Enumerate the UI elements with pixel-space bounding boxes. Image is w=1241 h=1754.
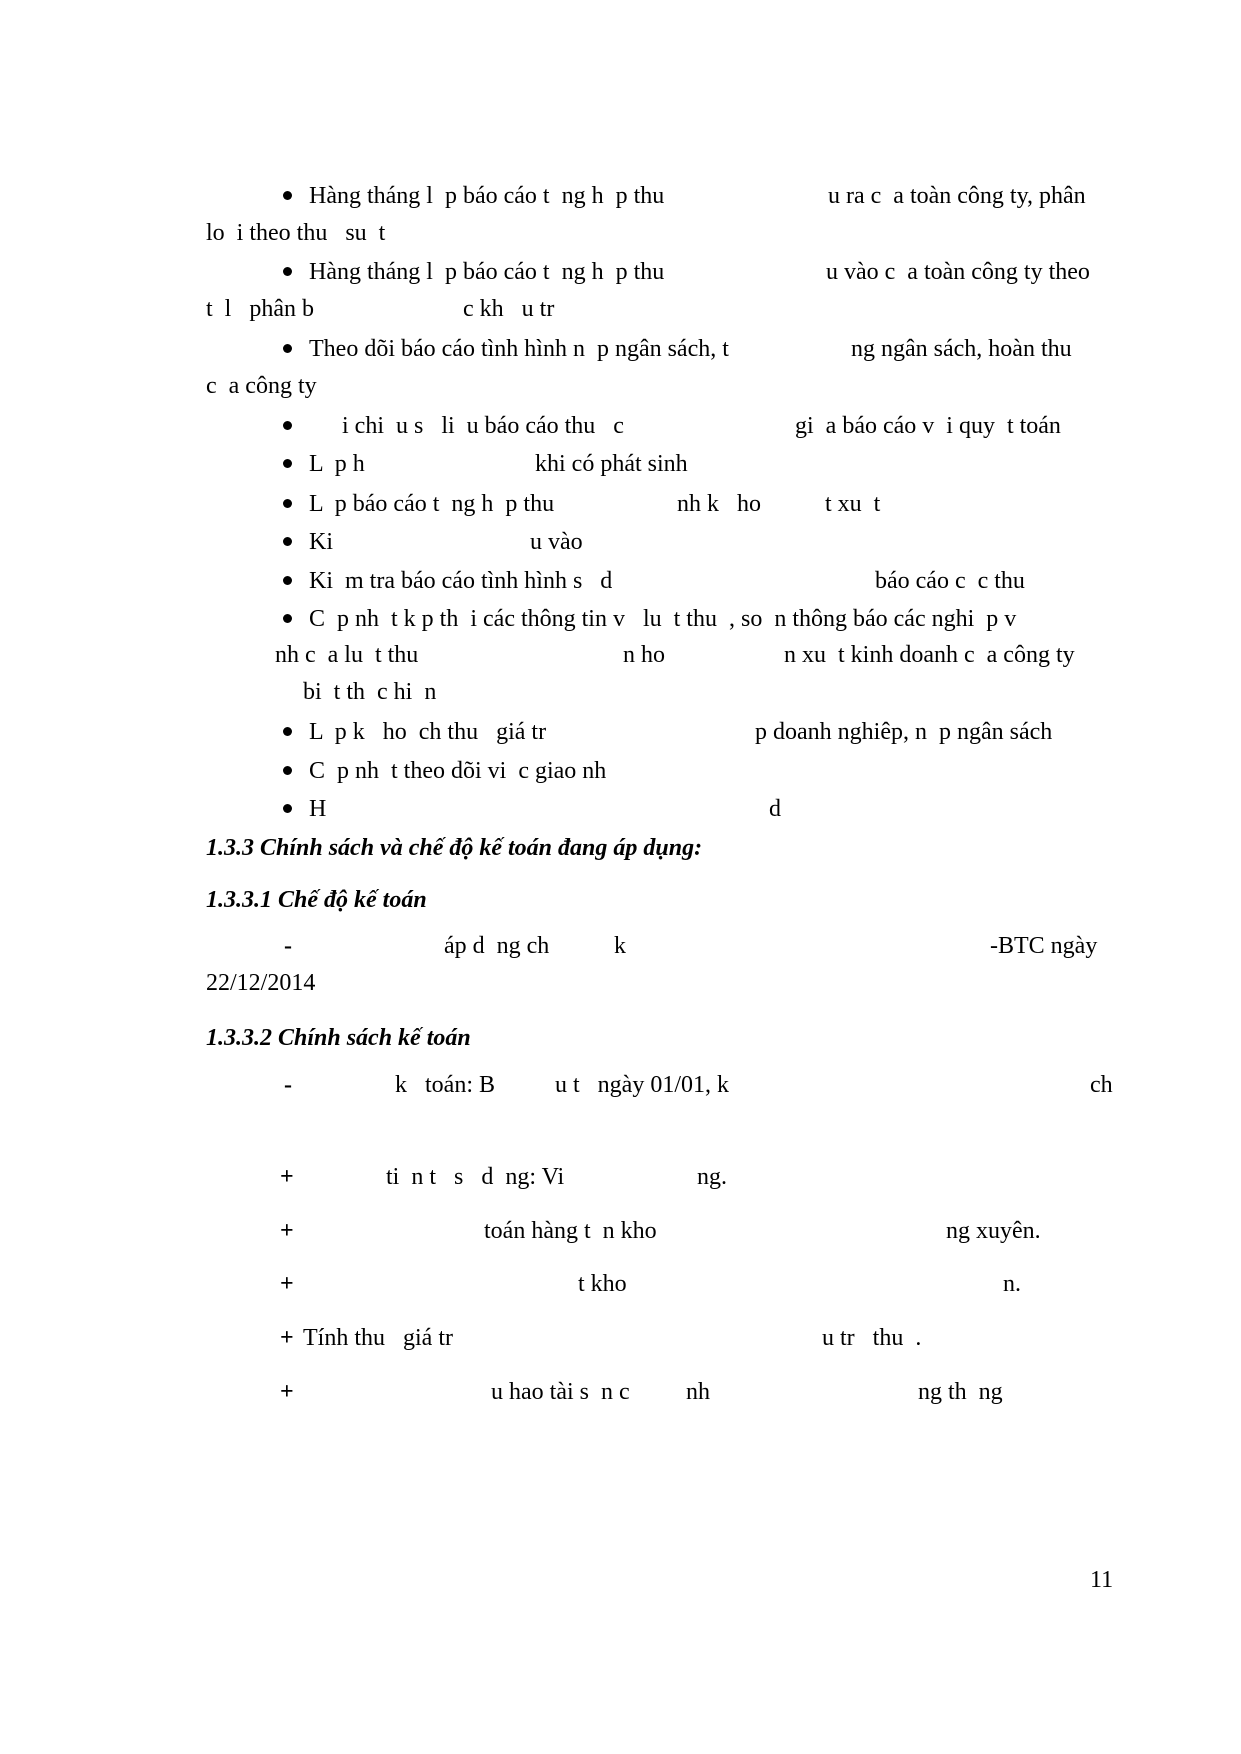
bullet-1-text-b: u ra c a toàn công ty, phân bbox=[828, 183, 1086, 209]
dash-marker: - bbox=[284, 933, 292, 959]
section-heading-1-3-3-1: 1.3.3.1 Chế độ kế toán bbox=[206, 887, 427, 913]
bullet-marker bbox=[283, 766, 292, 775]
bullet-1-continuation: lo i theo thu su t bbox=[206, 220, 386, 246]
plus-marker: + bbox=[280, 1379, 294, 1405]
plus-4-text-a: Tính thu giá tr bbox=[303, 1325, 453, 1351]
regime-text-c: -BTC ngày bbox=[990, 933, 1098, 959]
bullet-marker bbox=[283, 459, 292, 468]
bullet-marker bbox=[283, 421, 292, 430]
policy-text-c: ch bbox=[1090, 1072, 1113, 1098]
section-heading-1-3-3: 1.3.3 Chính sách và chế độ kế toán đang áp dụng: bbox=[206, 835, 703, 861]
plus-5-text-c: ng th ng bbox=[918, 1379, 1003, 1405]
plus-3-text-b: n. bbox=[1003, 1271, 1021, 1297]
plus-1-text-b: ng. bbox=[697, 1164, 727, 1190]
bullet-marker bbox=[283, 499, 292, 508]
bullet-3-text-b: ng ngân sách, hoàn thu bbox=[851, 336, 1072, 362]
regime-text-a: áp d ng ch bbox=[444, 933, 550, 959]
bullet-2-continuation-b: c kh u tr bbox=[463, 296, 555, 322]
bullet-marker bbox=[283, 576, 292, 585]
dash-marker: - bbox=[284, 1072, 292, 1098]
bullet-1-text-a: Hàng tháng l p báo cáo t ng h p thu bbox=[309, 183, 665, 209]
bullet-10-text-a: L p k ho ch thu giá tr bbox=[309, 719, 547, 745]
bullet-10-text-b: p doanh nghiêp, n p ngân sách bbox=[755, 719, 1053, 745]
bullet-4-text-a: i chi u s li u báo cáo thu c bbox=[342, 413, 624, 439]
bullet-marker bbox=[283, 537, 292, 546]
bullet-6-text-b: nh k ho bbox=[677, 491, 761, 517]
plus-marker: + bbox=[280, 1164, 294, 1190]
bullet-9-continuation-a: nh c a lu t thu bbox=[275, 642, 419, 668]
plus-1-text-a: ti n t s d ng: Vi bbox=[386, 1164, 565, 1190]
bullet-8-text-b: báo cáo c c thu bbox=[875, 568, 1025, 594]
bullet-marker bbox=[283, 267, 292, 276]
bullet-3-continuation: c a công ty bbox=[206, 373, 317, 399]
bullet-6-text-c: t xu t bbox=[825, 491, 881, 517]
plus-marker: + bbox=[280, 1325, 294, 1351]
bullet-marker bbox=[283, 727, 292, 736]
bullet-5-text-b: khi có phát sinh bbox=[535, 451, 688, 477]
plus-4-text-b: u tr thu . bbox=[822, 1325, 922, 1351]
bullet-7-text-b: u vào bbox=[530, 529, 583, 555]
regime-text-b: k bbox=[614, 933, 626, 959]
bullet-12-text-b: d bbox=[769, 796, 781, 822]
bullet-2-continuation-a: t l phân b bbox=[206, 296, 314, 322]
bullet-9-text-a: C p nh t k p th i các thông tin v lu t thu , so n thông báo các nghi p v bbox=[309, 606, 1017, 632]
plus-marker: + bbox=[280, 1218, 294, 1244]
plus-5-text-a: u hao tài s n c bbox=[491, 1379, 630, 1405]
plus-marker: + bbox=[280, 1271, 294, 1297]
bullet-9-continuation-b: n ho bbox=[623, 642, 665, 668]
page-number: 11 bbox=[1090, 1567, 1114, 1593]
bullet-marker bbox=[283, 344, 292, 353]
plus-5-text-b: nh bbox=[686, 1379, 710, 1405]
bullet-2-text-a: Hàng tháng l p báo cáo t ng h p thu bbox=[309, 259, 665, 285]
bullet-11-text: C p nh t theo dõi vi c giao nh bbox=[309, 758, 607, 784]
bullet-6-text-a: L p báo cáo t ng h p thu bbox=[309, 491, 555, 517]
bullet-9-continuation-d: bi t th c hi n bbox=[303, 679, 437, 705]
policy-text-b: u t ngày 01/01, k bbox=[555, 1072, 729, 1098]
regime-date: 22/12/2014 bbox=[206, 970, 316, 996]
bullet-marker bbox=[283, 804, 292, 813]
bullet-9-continuation-c: n xu t kinh doanh c a công ty bbox=[784, 642, 1075, 668]
policy-text-a: k toán: B bbox=[395, 1072, 495, 1098]
bullet-4-text-b: gi a báo cáo v i quy t toán bbox=[795, 413, 1061, 439]
section-heading-1-3-3-2: 1.3.3.2 Chính sách kế toán bbox=[206, 1025, 471, 1051]
plus-3-text-a: t kho bbox=[578, 1271, 627, 1297]
bullet-marker bbox=[283, 191, 292, 200]
plus-2-text-b: ng xuyên. bbox=[946, 1218, 1041, 1244]
bullet-8-text-a: Ki m tra báo cáo tình hình s d bbox=[309, 568, 613, 594]
bullet-7-text-a: Ki bbox=[309, 529, 333, 555]
bullet-marker bbox=[283, 614, 292, 623]
bullet-2-text-b: u vào c a toàn công ty theo bbox=[826, 259, 1090, 285]
bullet-5-text-a: L p h bbox=[309, 451, 365, 477]
bullet-3-text-a: Theo dõi báo cáo tình hình n p ngân sách, t bbox=[309, 336, 729, 362]
bullet-12-text-a: H bbox=[309, 796, 327, 822]
plus-2-text-a: toán hàng t n kho bbox=[484, 1218, 657, 1244]
